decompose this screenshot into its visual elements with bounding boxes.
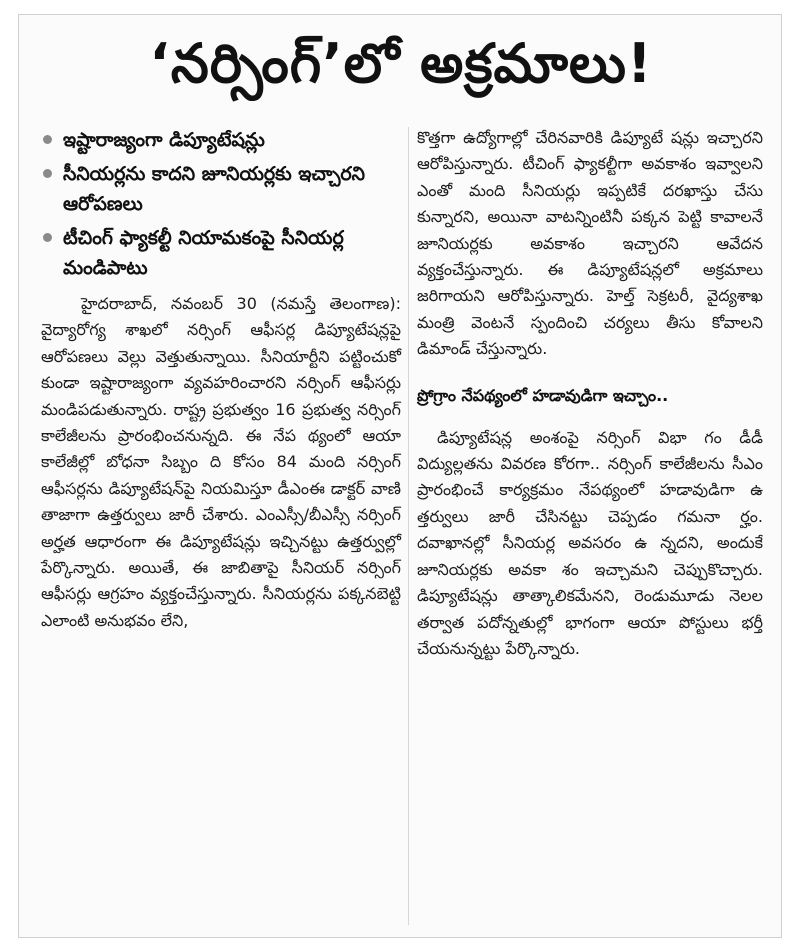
article-body-right: కొత్తగా ఉద్యోగాల్లో చేరినవారికి డిప్యూటే షన్లు ఇచ్చారని ఆరోపిస్తున్నారు. టీచింగ్ ఫ్యాకల్టీగా అవకాశం ఇవ్వాలని ఎంతో మంది సీనియర్లు ఇప్పటికే దరఖాస్తు చేసు కున్నారని, అయినా వాటన్నింటినీ పక్కన పెట్టి కావాలనే జూనియర్లకు అవకాశం ఇచ్చారని ఆవేదన వ్యక్తంచేస్తున్నారు. ఈ డిప్యూటేషన్లలో అక్రమాలు జరిగాయని ఆరోపిస్తున్నారు. హెల్త్ సెక్రటరీ, వైద్యశాఖ మంత్రి వెంటనే స్పందించి చర్యలు తీసు కోవాలని డిమాండ్ చేస్తున్నారు.	[417, 128, 763, 359]
article-body-right-section: డిప్యూటేషన్ల అంశంపై నర్సింగ్ విభా గం డీడీ విద్యుల్లతను వివరణ కోరగా.. నర్సింగ్ కాలేజీలను సీఎం ప్రారంభించే కార్యక్రమం నేపథ్యంలో హడావుడిగా ఉ త్తర్వులు జారీ చేసినట్టు చెప్పడం గమనా ర్హం. దవాఖానల్లో సీనియర్ల అవసరం ఉ న్నదని, అందుకే జూనియర్లకు అవకా శం ఇచ్చామని చెప్పుకొచ్చారు. డిప్యూటేషన్లు తాత్కాలికమేనని, రెండుమూడు నెలల తర్వాత పదోన్నతుల్లో భాగంగా ఆయా పోస్టులు భర్తీ చేయనున్నట్టు పేర్కొన్నారు.	[417, 427, 763, 658]
highlight-item	[41, 125, 401, 155]
highlight-text: ఇష్టారాజ్యంగా డిప్యూటేషన్లు	[63, 129, 265, 151]
highlight-text: టీచింగ్ ఫ్యాకల్టీ నియామకంపై సీనియర్ల మండిపాటు	[63, 227, 344, 279]
article-body-left: హైదరాబాద్, నవంబర్ 30 (నమస్తే తెలంగాణ): వైద్యారోగ్య శాఖలో నర్సింగ్ ఆఫీసర్ల డిప్యూటేషన్లపై ఆరోపణలు వెల్లు వెత్తుతున్నాయి. సీనియార్టీని పట్టించుకో కుండా ఇష్టారాజ్యంగా వ్యవహరించారని నర్సింగ్ ఆఫీసర్లు మండిపడుతున్నారు. రాష్ట్ర ప్రభుత్వం 16 ప్రభుత్వ నర్సింగ్ కాలేజీలను ప్రారంభించనున్నది. ఈ నేప థ్యంలో ఆయా కాలేజీల్లో బోధనా సిబ్బం ది కోసం 84 మంది నర్సింగ్ ఆఫీసర్లను డిప్యూటేషన్‌పై నియమిస్తూ డీఎంఈ డాక్టర్ వాణి తాజాగా ఉత్తర్వులు జారీ చేశారు. ఎంఎస్సీ/బీఎస్సీ నర్సింగ్ అర్హత ఆధారంగా ఈ డిప్యూటేషన్లు ఇచ్చినట్టు ఉత్తర్వుల్లో పేర్కొన్నారు. అయితే, ఈ జాబితాపై సీనియర్ నర్సింగ్ ఆఫీసర్లు ఆగ్రహం వ్యక్తంచేస్తున్నారు. సీనియర్లను పక్కనబెట్టి ఎలాంటి అనుభవం లేని,	[41, 294, 401, 630]
highlight-item	[41, 223, 401, 283]
section-subheading: ప్రోగ్రాం నేపథ్యంలో హడావుడిగా ఇచ్చాం..	[417, 385, 669, 405]
left-column	[41, 125, 401, 634]
bullet-dot-icon	[43, 233, 52, 242]
highlight-text: సీనియర్లను కాదని జూనియర్లకు ఇచ్చారని ఆరోపణలు	[63, 163, 366, 215]
bullet-dot-icon	[43, 135, 52, 144]
column-divider	[408, 127, 409, 925]
newspaper-clipping	[18, 14, 782, 938]
highlights-list	[41, 125, 401, 283]
highlight-item	[41, 159, 401, 219]
bullet-dot-icon	[43, 169, 52, 178]
right-column	[417, 125, 763, 662]
headline: ‘నర్సింగ్’లో అక్రమాలు!	[149, 32, 653, 95]
